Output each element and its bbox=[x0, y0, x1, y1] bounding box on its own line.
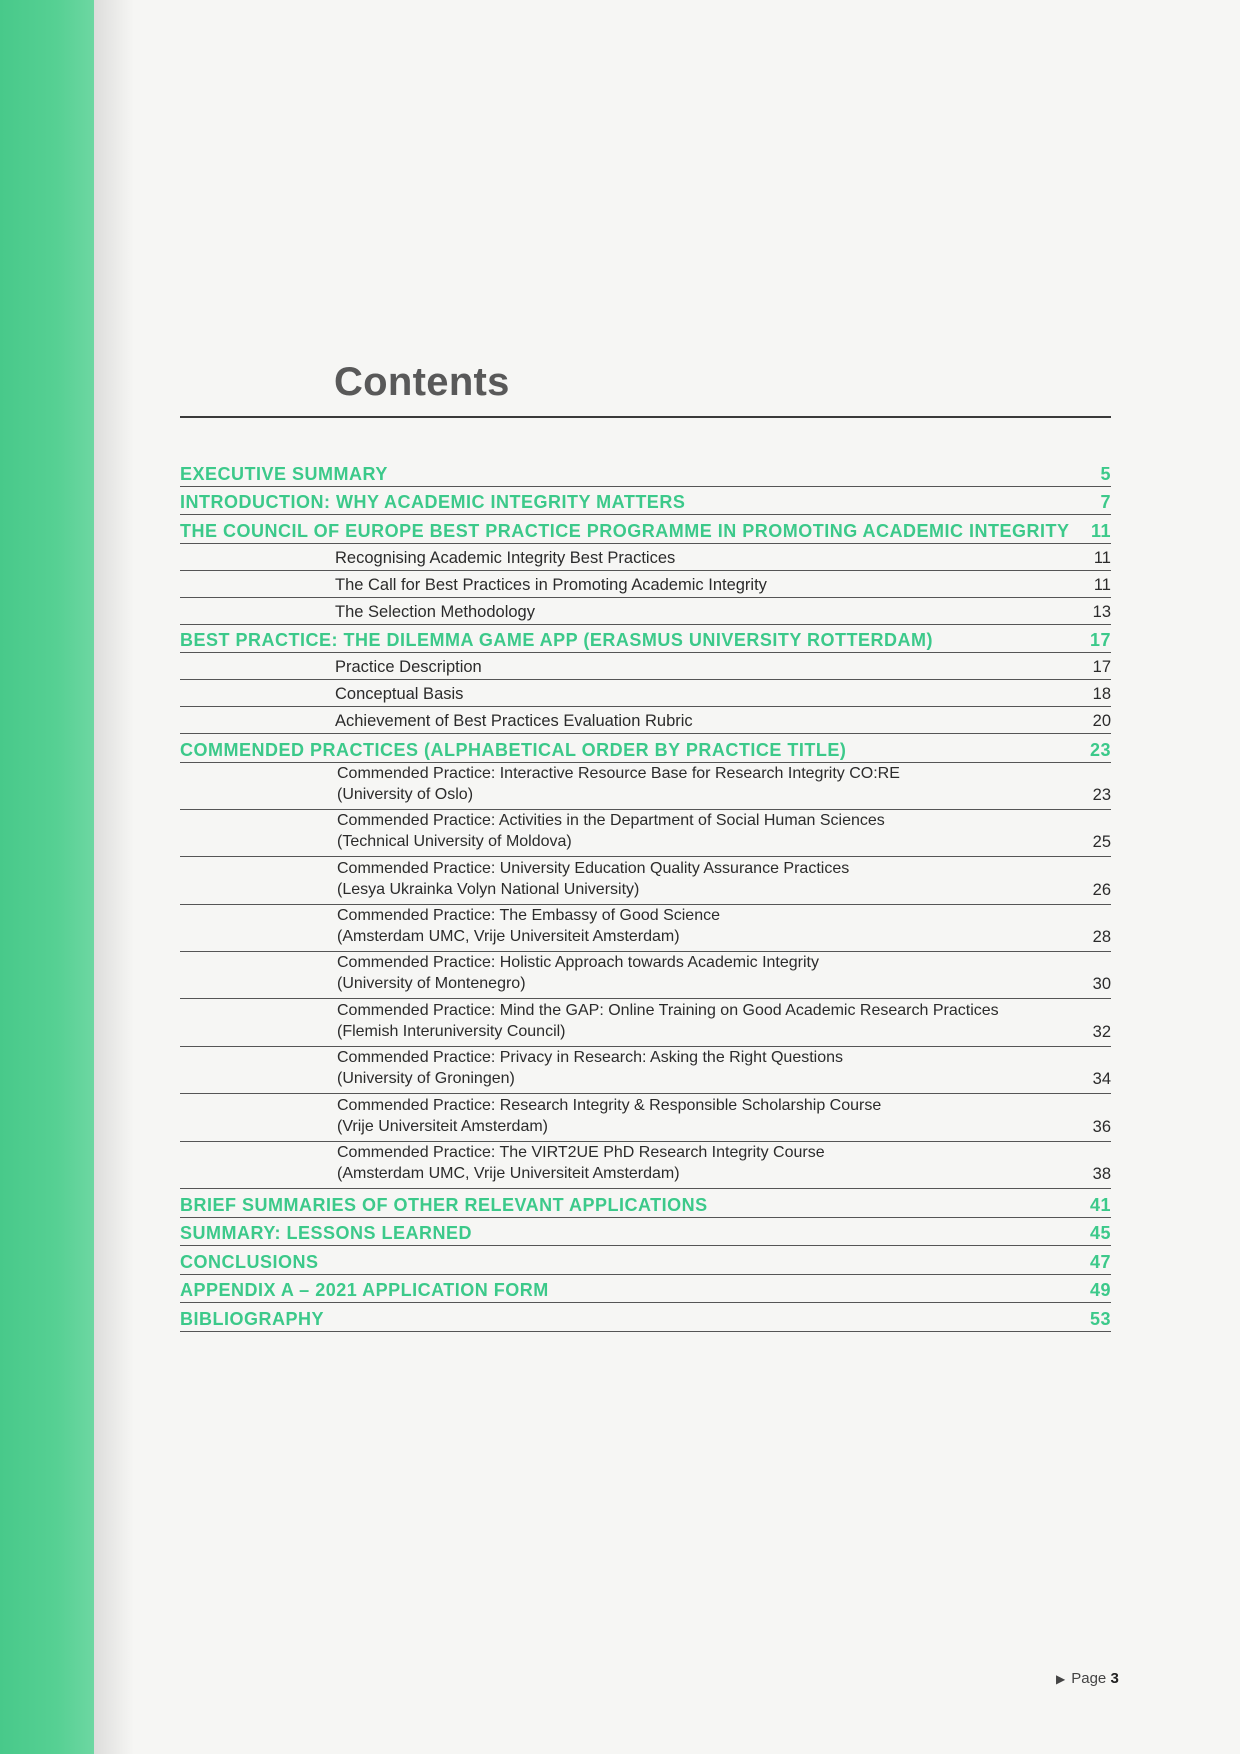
page-number: 3 bbox=[1110, 1670, 1119, 1687]
triangle-right-icon: ▶ bbox=[1056, 1672, 1066, 1686]
toc-page-number: 34 bbox=[1092, 1070, 1111, 1089]
toc-entry-institution: (University of Groningen) bbox=[337, 1070, 515, 1088]
toc-entry-title-line: Commended Practice: Mind the GAP: Online Training on Good Academic Research Practices bbox=[337, 1001, 999, 1019]
toc-section-heading bbox=[180, 1246, 1111, 1275]
toc-page-number: 36 bbox=[1092, 1117, 1111, 1136]
toc-page-number: 41 bbox=[1089, 1194, 1111, 1215]
toc-entry-title-line: Commended Practice: The Embassy of Good Science bbox=[337, 907, 720, 925]
toc-entry-title: SUMMARY: LESSONS LEARNED bbox=[180, 1223, 473, 1244]
toc-entry-title bbox=[337, 763, 900, 805]
toc-page-number: 47 bbox=[1089, 1251, 1111, 1272]
page-label: Page bbox=[1071, 1670, 1107, 1687]
toc-entry bbox=[180, 1094, 1111, 1141]
toc-entry-title: BIBLIOGRAPHY bbox=[180, 1308, 325, 1329]
toc-entry-institution: (Flemish Interuniversity Council) bbox=[337, 1022, 566, 1040]
toc-section-heading bbox=[180, 1303, 1111, 1332]
toc-section-heading bbox=[180, 515, 1111, 544]
toc-entry-title: COMMENDED PRACTICES (ALPHABETICAL ORDER BY PRACTICE TITLE) bbox=[180, 739, 847, 760]
toc-entry-title-line: Commended Practice: Activities in the Department of Social Human Sciences bbox=[337, 812, 885, 830]
toc-entry-title-line: Commended Practice: Research Integrity & Responsible Scholarship Course bbox=[337, 1096, 882, 1114]
toc-entry-title bbox=[337, 1047, 843, 1089]
page-title: Contents bbox=[334, 360, 510, 404]
toc-entry-title: THE COUNCIL OF EUROPE BEST PRACTICE PROGRAMME IN PROMOTING ACADEMIC INTEGRITY bbox=[180, 520, 1070, 541]
toc-section-heading bbox=[180, 1275, 1111, 1304]
toc-page-number: 11 bbox=[1093, 575, 1111, 594]
toc-page-number: 11 bbox=[1090, 520, 1111, 541]
toc-entry-title bbox=[337, 810, 885, 852]
toc-entry-title: Conceptual Basis bbox=[335, 685, 464, 703]
toc-entry bbox=[180, 905, 1111, 952]
toc-section-heading bbox=[180, 487, 1111, 516]
toc-page-number: 49 bbox=[1089, 1280, 1111, 1301]
toc-page-number: 17 bbox=[1092, 658, 1111, 676]
toc-entry-institution: (Amsterdam UMC, Vrije Universiteit Amsterdam) bbox=[337, 928, 680, 946]
toc-page-number: 25 bbox=[1092, 833, 1111, 852]
toc-entry bbox=[180, 571, 1111, 598]
toc-page-number: 5 bbox=[1100, 463, 1111, 484]
toc-entry-title: The Call for Best Practices in Promoting Academic Integrity bbox=[335, 575, 767, 594]
toc-entry-title-line: Commended Practice: The VIRT2UE PhD Research Integrity Course bbox=[337, 1144, 825, 1162]
toc-entry bbox=[180, 544, 1111, 571]
toc-entry-title bbox=[337, 858, 849, 900]
toc-entry-title bbox=[337, 1142, 825, 1184]
toc-page-number: 13 bbox=[1092, 602, 1111, 621]
toc-entry-title bbox=[337, 905, 720, 947]
binding-shadow bbox=[94, 0, 134, 1754]
toc-entry bbox=[180, 653, 1111, 680]
toc-entry-title bbox=[337, 1000, 999, 1042]
toc-entry-title bbox=[337, 1095, 881, 1137]
toc-section-heading bbox=[180, 734, 1111, 763]
toc-entry-institution: (Technical University of Moldova) bbox=[337, 833, 572, 851]
toc-entry-title: BRIEF SUMMARIES OF OTHER RELEVANT APPLICATIONS bbox=[180, 1194, 708, 1215]
green-side-band bbox=[0, 0, 94, 1754]
toc-entry-title-line: Commended Practice: Privacy in Research: Asking the Right Questions bbox=[337, 1049, 844, 1067]
toc-section-heading bbox=[180, 1218, 1111, 1247]
toc-entry-title: INTRODUCTION: WHY ACADEMIC INTEGRITY MATTERS bbox=[180, 492, 686, 512]
toc-entry-title: The Selection Methodology bbox=[335, 602, 535, 621]
toc-entry bbox=[180, 857, 1111, 904]
toc-entry-institution: (Lesya Ukrainka Volyn National University) bbox=[337, 880, 640, 898]
toc-entry bbox=[180, 999, 1111, 1046]
toc-section-heading bbox=[180, 1189, 1111, 1218]
toc-entry-title: APPENDIX A – 2021 APPLICATION FORM bbox=[180, 1280, 549, 1301]
toc-entry-title: Achievement of Best Practices Evaluation Rubric bbox=[335, 712, 693, 730]
toc-page-number: 53 bbox=[1089, 1308, 1111, 1329]
toc-page-number: 23 bbox=[1089, 739, 1111, 760]
toc-page-number: 23 bbox=[1092, 785, 1111, 804]
toc-entry-institution: (Amsterdam UMC, Vrije Universiteit Amsterdam) bbox=[337, 1165, 680, 1183]
toc-entry bbox=[180, 810, 1111, 857]
toc-page-number: 38 bbox=[1092, 1165, 1111, 1184]
toc-section-heading bbox=[180, 458, 1111, 487]
toc-section-heading bbox=[180, 625, 1111, 654]
toc-entry-title-line: Commended Practice: Holistic Approach towards Academic Integrity bbox=[337, 954, 819, 972]
toc-entry bbox=[180, 598, 1111, 625]
toc-page-number: 26 bbox=[1092, 880, 1111, 899]
toc-page-number: 18 bbox=[1092, 685, 1111, 703]
toc-entry-title-line: Commended Practice: Interactive Resource Base for Research Integrity CO:RE bbox=[337, 764, 900, 782]
toc-page-number: 45 bbox=[1089, 1223, 1111, 1244]
toc-entry bbox=[180, 1142, 1111, 1189]
toc-page-number: 17 bbox=[1089, 630, 1111, 650]
toc-entry bbox=[180, 707, 1111, 734]
page-footer bbox=[1056, 1670, 1119, 1687]
title-divider bbox=[180, 416, 1111, 418]
toc-entry-title-line: Commended Practice: University Education Quality Assurance Practices bbox=[337, 859, 850, 877]
toc-entry bbox=[180, 1047, 1111, 1094]
toc-page-number: 32 bbox=[1092, 1022, 1111, 1041]
toc-page-number: 30 bbox=[1092, 975, 1111, 994]
toc-entry-title: Recognising Academic Integrity Best Practices bbox=[335, 548, 676, 567]
toc-entry-institution: (University of Montenegro) bbox=[337, 975, 526, 993]
toc-page-number: 28 bbox=[1092, 928, 1111, 947]
toc-entry bbox=[180, 763, 1111, 810]
toc-entry-institution: (University of Oslo) bbox=[337, 785, 474, 803]
toc-entry-title: BEST PRACTICE: THE DILEMMA GAME APP (ERASMUS UNIVERSITY ROTTERDAM) bbox=[180, 630, 934, 650]
toc-entry-institution: (Vrije Universiteit Amsterdam) bbox=[337, 1117, 549, 1135]
toc-page-number: 11 bbox=[1093, 548, 1111, 567]
table-of-contents bbox=[180, 458, 1111, 1332]
toc-entry-title: Practice Description bbox=[335, 658, 482, 676]
toc-entry-title: CONCLUSIONS bbox=[180, 1251, 319, 1272]
toc-page-number: 7 bbox=[1100, 492, 1111, 512]
toc-entry-title: EXECUTIVE SUMMARY bbox=[180, 463, 388, 484]
toc-entry bbox=[180, 680, 1111, 707]
toc-page-number: 20 bbox=[1092, 712, 1111, 730]
toc-entry-title bbox=[337, 952, 819, 994]
toc-entry bbox=[180, 952, 1111, 999]
